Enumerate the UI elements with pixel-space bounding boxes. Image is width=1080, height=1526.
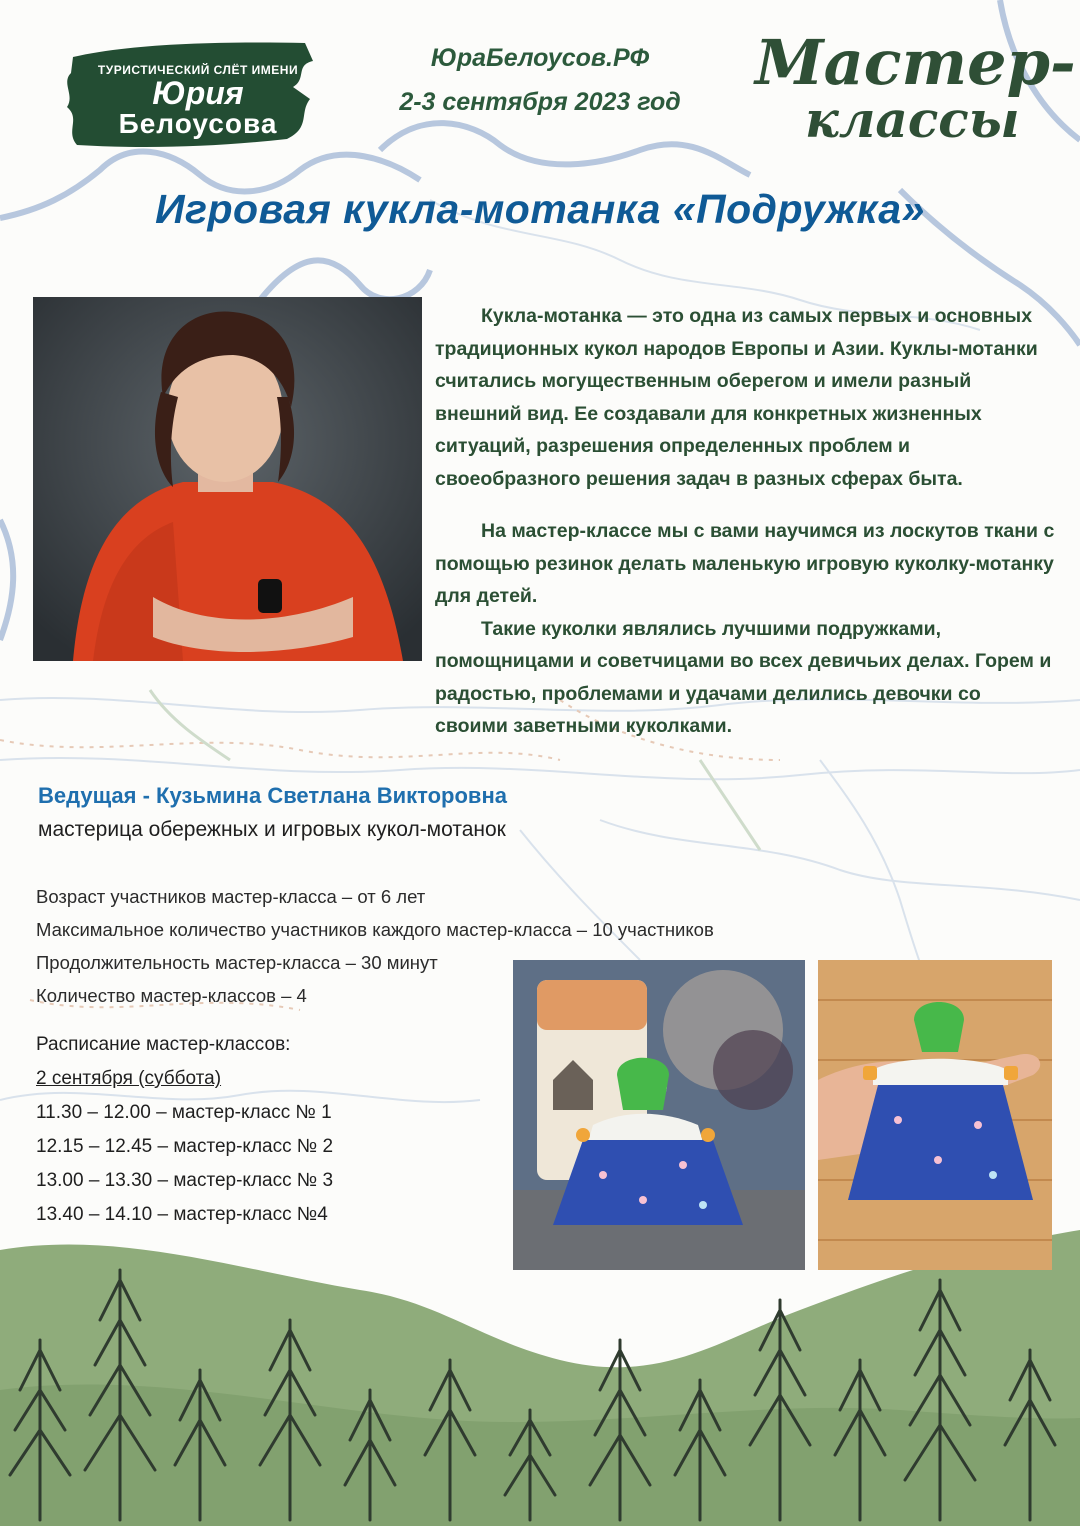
info-duration: Продолжительность мастер-класса – 30 минут bbox=[36, 952, 438, 973]
schedule-day: 2 сентября (суббота) bbox=[36, 1068, 222, 1089]
site-url[interactable]: ЮраБелоусов.РФ bbox=[430, 44, 650, 72]
schedule-heading: Расписание мастер-классов: bbox=[36, 1034, 291, 1055]
schedule-item-1: 11.30 – 12.00 – мастер-класс № 1 bbox=[36, 1102, 332, 1123]
schedule bbox=[36, 1028, 333, 1232]
description-paragraph-3: Такие куколки являлись лучшими подружками, помощницами и советчицами во всех девичьих делах. Горем и радостью, проблемами и удачами делились девочки со своими заветными куколками. bbox=[435, 617, 1052, 737]
schedule-item-2: 12.15 – 12.45 – мастер-класс № 2 bbox=[36, 1136, 334, 1157]
description bbox=[435, 300, 1055, 743]
logo-right-line-1: Мастер- bbox=[755, 26, 1076, 99]
logo-line-1: ТУРИСТИЧЕСКИЙ СЛЁТ ИМЕНИ bbox=[97, 63, 299, 77]
page-title: Игровая кукла-мотанка «Подружка» bbox=[155, 186, 925, 232]
info-age: Возраст участников мастер-класса – от 6 лет bbox=[36, 886, 426, 907]
logo-line-2: Юрия bbox=[152, 75, 244, 111]
event-dates: 2-3 сентября 2023 год bbox=[399, 88, 681, 116]
info-count: Количество мастер-классов – 4 bbox=[36, 985, 307, 1006]
host-portrait bbox=[33, 297, 422, 661]
master-classes-logo bbox=[745, 26, 1076, 168]
description-paragraph-1: Кукла-мотанка — это одна из самых первых и основных традиционных кукол народов Европы и Азии. Куклы-мотанки считались могущественным оберегом и имели разный внешний вид. Ее создавали для конкретных жизненных ситуаций, разрешения определенных проблем и своеобразного решения задач в разных сферах быта. bbox=[435, 305, 1038, 490]
schedule-item-4: 13.40 – 14.10 – мастер-класс №4 bbox=[36, 1204, 328, 1225]
slet-logo bbox=[55, 35, 320, 153]
doll-photo-2 bbox=[818, 960, 1052, 1270]
logo-line-3: Белоусова bbox=[118, 108, 278, 139]
leader-name: Ведущая - Кузьмина Светлана Викторовна bbox=[38, 783, 507, 808]
leader-subtitle: мастерица обережных и игровых кукол-мотанок bbox=[38, 818, 506, 841]
doll-photo-1 bbox=[513, 960, 805, 1270]
info-max-participants: Максимальное количество участников каждого мастер-класса – 10 участников bbox=[36, 919, 714, 940]
schedule-item-3: 13.00 – 13.30 – мастер-класс № 3 bbox=[36, 1170, 334, 1191]
logo-right-line-2: классы bbox=[805, 90, 1020, 149]
description-paragraph-2: На мастер-классе мы с вами научимся из лоскутов ткани с помощью резинок делать маленькую игровую куколку-мотанку для детей. bbox=[435, 520, 1055, 607]
